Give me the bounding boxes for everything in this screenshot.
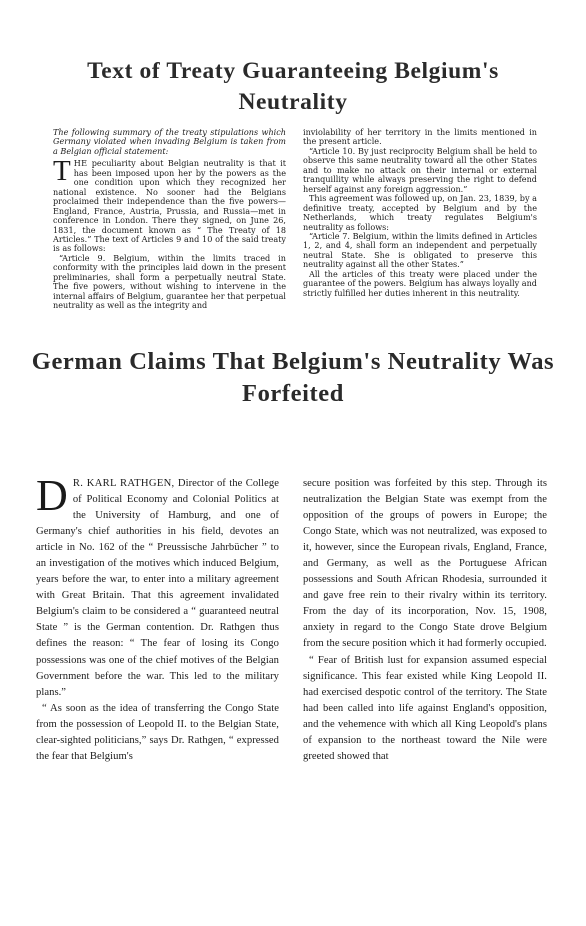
article2-title-line1: German Claims That Belgium's Neutrality Was (31, 348, 555, 375)
article1-dropcap: T (53, 155, 71, 188)
article2-column-left (36, 471, 280, 765)
article2-p4: “ Fear of British lust for expansion assumed especial significance. This fear existed while King Leopold II. had exercised despotic control of the territory. The State had been called into life against England's opposition, and the vehemence with which all King Leopold's plans of expansion to the northeast toward the Nile were greeted showed that (303, 654, 547, 762)
article2-p1: Director of the College of Political Economy and Colonial Politics at the University of Hamburg, and one of Germany's chief authorities in his field, devotes an article in No. 162 of the “ Preussische Jahrbücher ” to an investigation of the motives which induced Belgium, years before the war, to enter into a military agreement with Great Britain. That this agreement invalidated Belgium's claim to be considered a “ guaranteed neutral State ” is the German contention. Dr. Rathgen thus defines the reason: “ The fear of losing its Congo possessions was one of the chief motives of the Belgian Government before the war. This led to the military plans.” (36, 478, 280, 698)
article1-p6: “Article 7. Belgium, within the limits defined in Articles 1, 2, and 4, shall form an independent and perpetually neutral State. She is obligated to preserve this neutrality against all the other States.” (303, 230, 537, 270)
article1-column-left (53, 128, 286, 311)
article2-p3: secure position was forfeited by this step. Through its neutralization the Belgian State was exempt from the opposition of the groups of powers in Europe; the Congo State, which was not neutralized, was exposed to it, however, since the European rivals, England, France, and Germany, as well as the Portuguese African possessions and South African Rhodesia, surrounded it and gave free rein to their rivalry within its territory. From the day of its incorporation, Nov. 15, 1908, anxiety in regard to the Congo State drove Belgium from the secure position which it had formerly occupied. (303, 478, 547, 650)
article1-column-right (303, 128, 537, 298)
article1-p1: peculiarity about Belgian neutrality is that it has been imposed upon her by the powers as the one condition upon which they recognized her national existence. No sooner had the Belgians proclaimed their independence than the five powers—England, France, Austria, Prussia, and Russia—met in conference in London. There they signed, on June 26, 1831, the document known as “ The Treaty of 18 Articles.” The text of Articles 9 and 10 of the said treaty is as follows: (53, 158, 286, 254)
article1-p4: “Article 10. By just reciprocity Belgium shall be held to observe this same neutrality toward all the other States and to make no attack on their internal or external tranquillity while always preserving the right to defend herself against any foreign aggression.” (303, 145, 537, 194)
article1-title-line2: Neutrality (238, 89, 348, 115)
article1-paragraph (53, 155, 286, 254)
article1-p5: This agreement was followed up, on Jan. 23, 1839, by a definitive treaty, accepted by Belgium and by the Netherlands, which treaty regulates Belgium's neutrality as follows: (303, 193, 537, 232)
article1-lead: HE (73, 158, 88, 169)
article2-title-line2: Forfeited (242, 380, 344, 407)
article1-p2: “Article 9. Belgium, within the limits traced in conformity with the principles laid down in the present preliminaries, shall form a perpetually neutral State. The five powers, without wishing to intervene in the internal affairs of Belgium, guarantee her that perpetual neutrality as well as the integrity and (53, 252, 286, 311)
article2-column-right (303, 476, 547, 765)
article1-title-line1: Text of Treaty Guaranteeing Belgium's (87, 58, 499, 84)
article2-dropcap: D (36, 471, 68, 520)
article1-intro: The following summary of the treaty stipulations which Germany violated when invading Belgium is taken from a Belgian official statement: (53, 127, 286, 156)
article2-paragraph (36, 471, 280, 701)
article1-p7: All the articles of this treaty were placed under the guarantee of the powers. Belgium has always loyally and strictly fulfilled her duties inherent in this neutrality. (303, 268, 537, 298)
article2-lead: R. KARL RATHGEN, (72, 478, 175, 489)
article2-p2: “ As soon as the idea of transferring the Congo State from the possession of Leopold II. to the Belgian State, clear-sighted politicians,” says Dr. Rathgen, “ expressed the fear that Belgium's (36, 702, 279, 762)
article1-p3: inviolability of her territory in the limits mentioned in the present article. (303, 127, 537, 147)
